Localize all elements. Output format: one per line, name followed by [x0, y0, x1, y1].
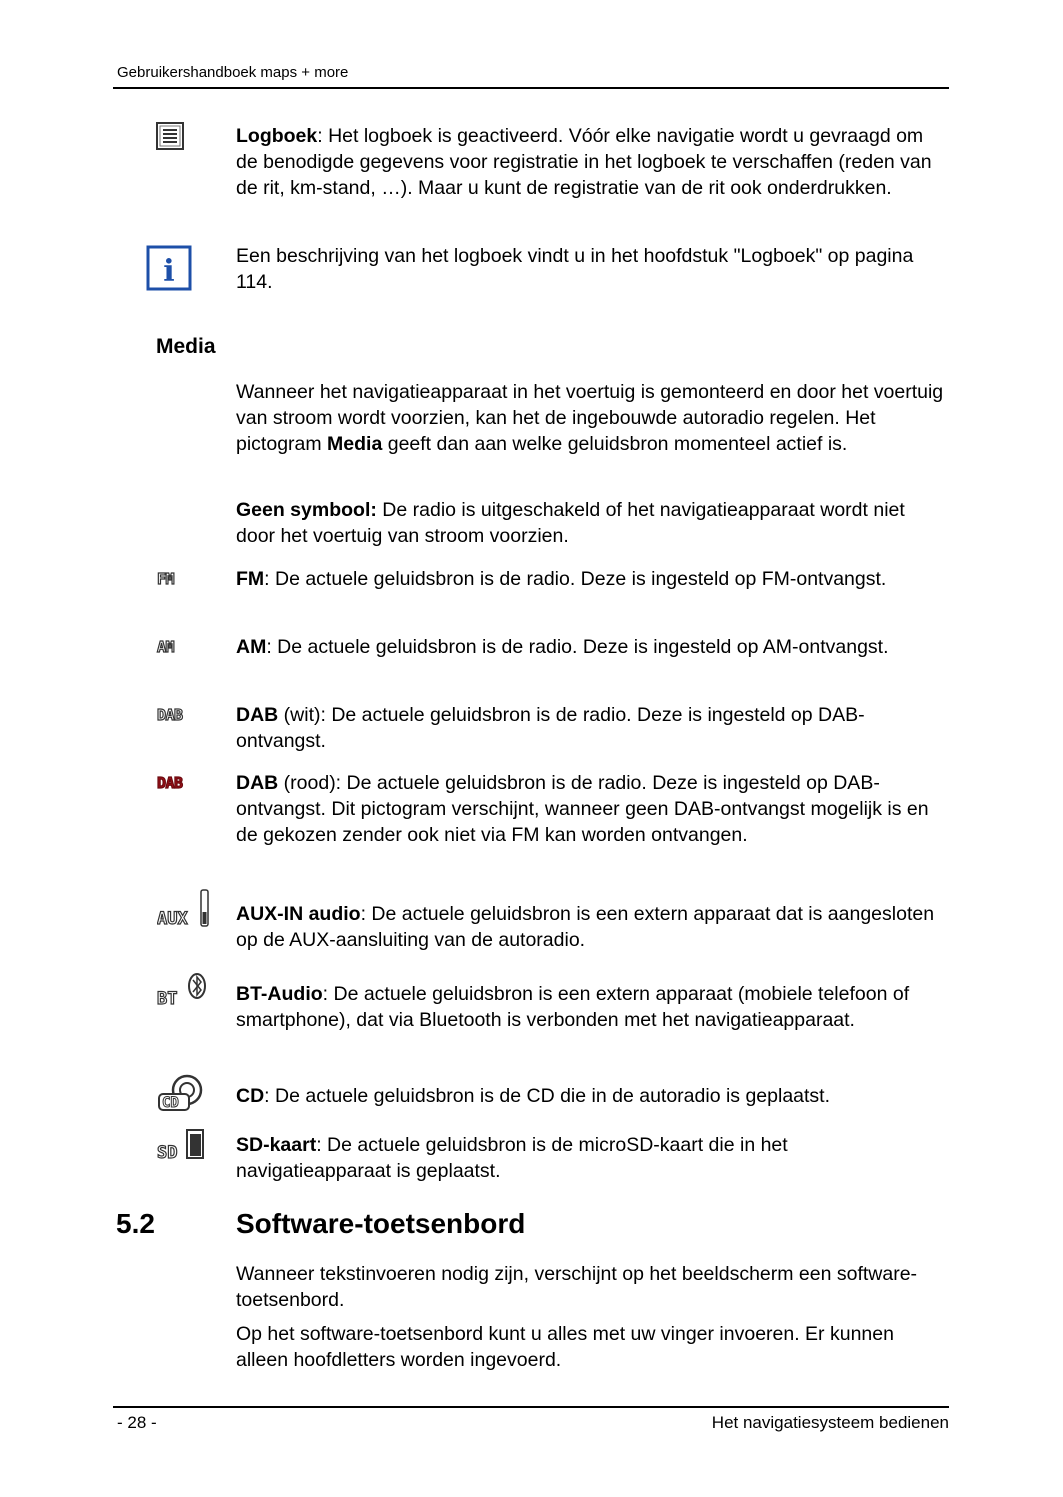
- fm-icon: FM: [157, 570, 175, 588]
- dab-white-icon: DAB: [157, 706, 183, 724]
- svg-text:i: i: [163, 254, 175, 289]
- aux-icon: [157, 888, 215, 935]
- svg-text:AUX: AUX: [157, 909, 188, 929]
- cd-icon: [157, 1074, 209, 1119]
- footer-rule: [113, 1406, 949, 1408]
- info-note-text: Een beschrijving van het logboek vindt u in het hoofdstuk "Logboek" op pagina 114.: [236, 245, 914, 293]
- media-item-dab-red: DAB (rood): De actuele geluidsbron is de radio. Deze is ingesteld op DAB-ontvangst. Dit pictogram verschijnt, wanneer geen DAB-ontvangst mogelijk is en de gekozen zender ook niet via FM kan worden ontvangen.: [236, 772, 929, 846]
- sd-card-icon: [157, 1126, 209, 1167]
- media-item-dab-white: DAB (wit): De actuele geluidsbron is de radio. Deze is ingesteld op DAB-ontvangst.: [236, 704, 865, 752]
- logbook-icon: [155, 122, 187, 155]
- running-header: Gebruikershandboek maps + more: [117, 64, 349, 81]
- logbook-paragraph: Logboek: Het logboek is geactiveerd. Vóór elke navigatie wordt u gevraagd om de benodigde gegevens voor registratie in het logboek te verschaffen (reden van de rit, km-stand, …). Maar u kunt de registratie van de rit ook onderdrukken.: [236, 125, 932, 199]
- svg-text:SD: SD: [157, 1143, 178, 1162]
- chapter-title: Het navigatiesysteem bedienen: [711, 1413, 949, 1432]
- header-rule: [113, 87, 949, 89]
- media-item-fm: FM: De actuele geluidsbron is de radio. Deze is ingesteld op FM-ontvangst.: [236, 568, 887, 590]
- media-intro: Wanneer het navigatieapparaat in het voertuig is gemonteerd en door het voertuig van stroom wordt voorzien, kan het de ingebouwde autoradio regelen. Het pictogram Media geeft dan aan welke geluidsbron momenteel actief is.: [236, 381, 944, 455]
- section-paragraph-2: Op het software-toetsenbord kunt u alles met uw vinger invoeren. Er kunnen alleen hoofdletters worden ingevoerd.: [236, 1323, 894, 1371]
- svg-text:BT: BT: [157, 989, 178, 1009]
- section-number: 5.2: [116, 1208, 155, 1239]
- no-symbol-paragraph: Geen symbool: De radio is uitgeschakeld of het navigatieapparaat wordt niet door het voertuig van stroom voorzien.: [236, 499, 905, 547]
- media-heading: Media: [156, 335, 216, 358]
- media-item-cd: CD: De actuele geluidsbron is de CD die in de autoradio is geplaatst.: [236, 1085, 831, 1107]
- media-item-am: AM: De actuele geluidsbron is de radio. Deze is ingesteld op AM-ontvangst.: [236, 636, 889, 658]
- section-title: Software-toetsenbord: [236, 1208, 526, 1239]
- media-item-bt: BT-Audio: De actuele geluidsbron is een extern apparaat (mobiele telefoon of smartphone), dat via Bluetooth is verbonden met het navigatieapparaat.: [236, 983, 910, 1031]
- info-icon: [146, 245, 192, 296]
- media-item-aux: AUX-IN audio: De actuele geluidsbron is een extern apparaat dat is aangesloten op de AUX-aansluiting van de autoradio.: [236, 903, 935, 951]
- page-number: - 28 -: [117, 1413, 157, 1432]
- bluetooth-audio-icon: [157, 968, 209, 1015]
- section-paragraph-1: Wanneer tekstinvoeren nodig zijn, verschijnt op het beeldscherm een software-toetsenbord.: [236, 1263, 918, 1311]
- dab-red-icon: DAB: [157, 774, 183, 792]
- media-item-sd: SD-kaart: De actuele geluidsbron is de microSD-kaart die in het navigatieapparaat is geplaatst.: [236, 1134, 788, 1182]
- svg-text:CD: CD: [162, 1095, 179, 1111]
- am-icon: AM: [157, 638, 175, 656]
